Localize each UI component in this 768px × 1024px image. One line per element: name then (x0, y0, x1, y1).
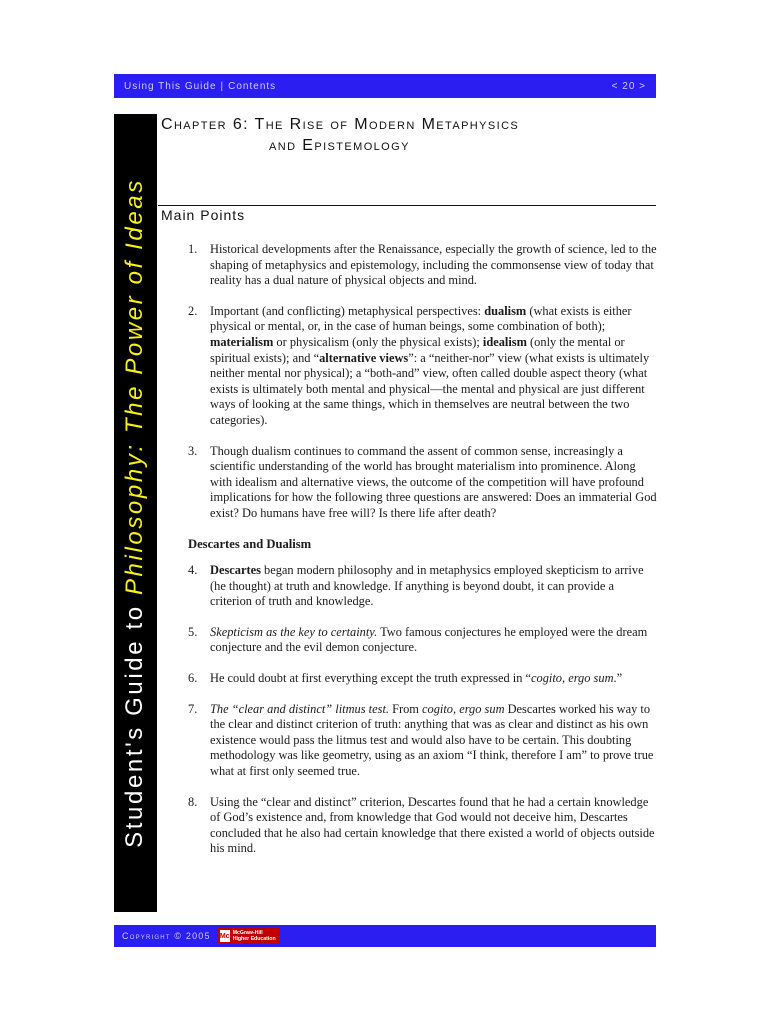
spine-book-title: Philosophy: The Power of Ideas (121, 178, 148, 596)
item-text: or physicalism (only the physical exists); (273, 334, 483, 349)
logo-text (233, 930, 276, 942)
item-text: (only the mental or spiritual exists); and “ (210, 334, 625, 365)
section-divider (158, 205, 656, 206)
item-number: 8. (188, 794, 198, 809)
using-this-guide-link[interactable]: Using This Guide (124, 80, 217, 92)
item-number: 6. (188, 671, 198, 686)
cogito-phrase: cogito, ergo sum (422, 701, 505, 716)
list-item (188, 671, 658, 687)
main-points-content (188, 242, 658, 872)
term-descartes: Descartes (210, 563, 261, 578)
subheading-descartes: Descartes and Dualism (188, 536, 312, 551)
list-item (188, 242, 658, 289)
nav-separator: | (220, 80, 225, 92)
spine-title (115, 123, 155, 903)
list-item (188, 625, 658, 656)
chapter-title-line2: and Epistemology (269, 137, 410, 154)
list-item (188, 795, 658, 857)
item-number: 5. (188, 624, 198, 639)
item-text: Using the “clear and distinct” criterion, Descartes found that he had a certain knowledge of God’s existence and, from knowledge that God would not deceive him, Descartes concluded that he also had certain knowledge that there existed a world of objects outside his mind. (210, 794, 655, 856)
term-idealism: idealism (482, 334, 527, 349)
item-heading-italic: Skepticism as the key to certainty. (210, 624, 378, 639)
list-item (188, 444, 658, 522)
page-indicator[interactable]: < 20 > (611, 80, 646, 92)
cogito-phrase: cogito, ergo sum (531, 671, 614, 686)
footer-bar (114, 925, 656, 947)
item-text: From (388, 701, 423, 716)
item-number: 7. (188, 701, 198, 716)
top-nav-links (124, 81, 276, 92)
list-item (188, 702, 658, 780)
item-text: Descartes worked his way to the clear and distinct criterion of truth: anything that was as clear and distinct as his own existence would pass the litmus test and would also have to be certain. This doubting methodology was like geometry, using as an axiom “I think, therefore I am” to prove true what at first only seemed true. (210, 701, 654, 779)
publisher-logo (218, 928, 280, 944)
item-number: 2. (188, 303, 198, 318)
chapter-title-line1: Chapter 6: The Rise of Modern Metaphysics (161, 116, 520, 133)
item-number: 1. (188, 242, 198, 256)
term-alternative-views: alternative views (319, 350, 409, 365)
item-text: Two famous conjectures he employed were the dream conjecture and the evil demon conjecture. (210, 624, 648, 655)
item-text: Historical developments after the Renaissance, especially the growth of science, led to the shaping of metaphysics and epistemology, including the commonsense view of today that reality has a dual nature of physical objects and mind. (210, 242, 657, 288)
item-text: Important (and conflicting) metaphysical perspectives: (210, 303, 485, 318)
logo-mark-text: Mc (219, 932, 230, 940)
list-item (188, 563, 658, 610)
publisher-logo-icon (220, 930, 230, 942)
item-text: He could doubt at first everything except the truth expressed in “ (210, 671, 532, 686)
item-heading-italic: The “clear and distinct” litmus test. (210, 701, 389, 716)
item-text: began modern philosophy and in metaphysics employed skepticism to arrive (he thought) at truth and knowledge. If anything is beyond doubt, it can provide a criterion of truth and knowledge. (210, 563, 644, 609)
item-number: 4. (188, 563, 198, 578)
item-text: (what exists is either physical or mental, or, in the case of human beings, some combination of both); (210, 303, 632, 334)
chapter-title (161, 114, 651, 156)
item-text: .” (613, 671, 623, 686)
copyright-text: Copyright © 2005 (122, 931, 211, 941)
logo-line1: McGraw-Hill (232, 930, 263, 936)
term-materialism: materialism (210, 334, 274, 349)
spine-prefix: Student's Guide to (121, 595, 148, 848)
item-text: Though dualism continues to command the assent of common sense, increasingly a scientific understanding of the world has brought materialism into prominence. Along with idealism and alternative views, the outcome of the competition will have profound implications for how the following three questions are answered: Does an immaterial God exist? Do humans have free will? Is there life after death? (210, 443, 657, 520)
logo-line2: Higher Education (232, 936, 276, 942)
top-navigation-bar (114, 74, 656, 98)
term-dualism: dualism (484, 303, 527, 318)
section-title: Main Points (161, 207, 246, 223)
item-number: 3. (188, 443, 198, 458)
item-text: ”: a “neither-nor” view (what exists is ultimately neither mental nor physical); a “both-and” view, often called double aspect theory (what exists is ultimately both mental and physical—the mental and physical are just different ways of looking at the same things, which in themselves are neutral between the two categories). (210, 350, 650, 427)
contents-link[interactable]: Contents (228, 80, 277, 92)
list-item (188, 304, 658, 429)
